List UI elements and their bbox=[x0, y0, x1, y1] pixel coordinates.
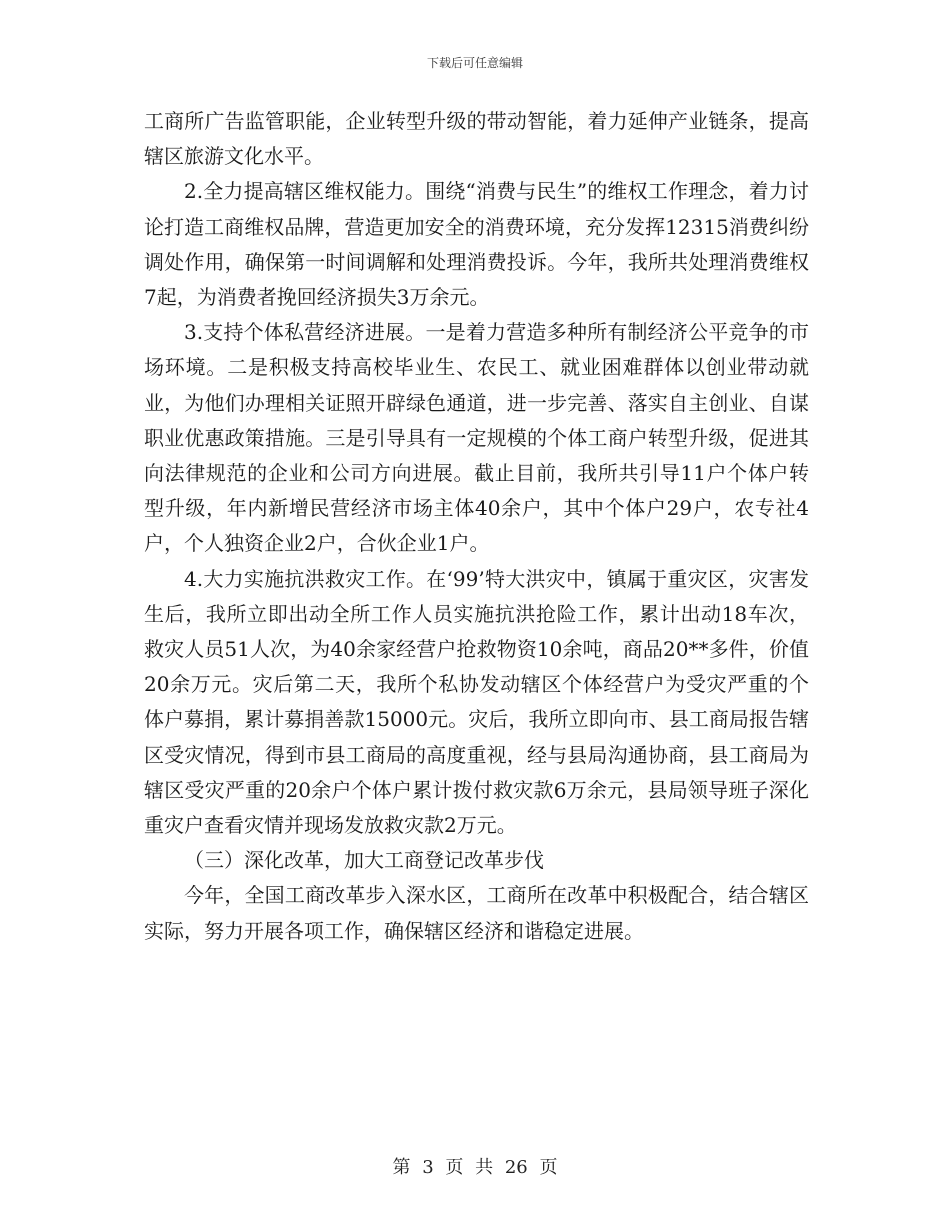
paragraph-3: 3.支持个体私营经济进展。一是着力营造多种所有制经济公平竞争的市场环境。二是积极支持高校毕业生、农民工、就业困难群体以创业带动就业，为他们办理相关证照开辟绿色通道，进一步完善、落实自主创业、自谋职业优惠政策措施。三是引导具有一定规模的个体工商户转型升级，促进其向法律规范的企业和公司方向进展。截止目前，我所共引导11户个体户转型升级，年内新增民营经济市场主体40余户，其中个体户29户，农专社4户，个人独资企业2户，合伙企业1户。 bbox=[144, 320, 809, 556]
document-body bbox=[144, 104, 809, 949]
page-header: 下载后可任意编辑 bbox=[426, 56, 523, 70]
paragraph-4: 4.大力实施抗洪救灾工作。在‘99’特大洪灾中，镇属于重灾区，灾害发生后，我所立即出动全所工作人员实施抗洪抢险工作，累计出动18车次，救灾人员51人次，为40余家经营户抢救物资10余吨，商品20**多件，价值20余万元。灾后第二天，我所个私协发动辖区个体经营户为受灾严重的个体户募捐，累计募捐善款15000元。灾后，我所立即向市、县工商局报告辖区受灾情况，得到市县工商局的高度重视，经与县局沟通协商，县工商局为辖区受灾严重的20余户个体户累计拨付救灾款6万余元，县局领导班子深化重灾户查看灾情并现场发放救灾款2万元。 bbox=[144, 566, 809, 838]
page-number: 第 3 页 共 26 页 bbox=[392, 1157, 558, 1178]
paragraph-5: 今年，全国工商改革步入深水区，工商所在改革中积极配合，结合辖区实际，努力开展各项工作，确保辖区经济和谐稳定进展。 bbox=[144, 883, 809, 943]
paragraph-1: 工商所广告监管职能，企业转型升级的带动智能，着力延伸产业链条，提高辖区旅游文化水平。 bbox=[144, 109, 809, 169]
paragraph-2: 2.全力提高辖区维权能力。围绕“消费与民生”的维权工作理念，着力讨论打造工商维权品牌，营造更加安全的消费环境，充分发挥12315消费纠纷调处作用，确保第一时间调解和处理消费投诉。今年，我所共处理消费维权7起，为消费者挽回经济损失3万余元。 bbox=[144, 179, 809, 310]
section-heading: （三）深化改革，加大工商登记改革步伐 bbox=[184, 848, 544, 873]
